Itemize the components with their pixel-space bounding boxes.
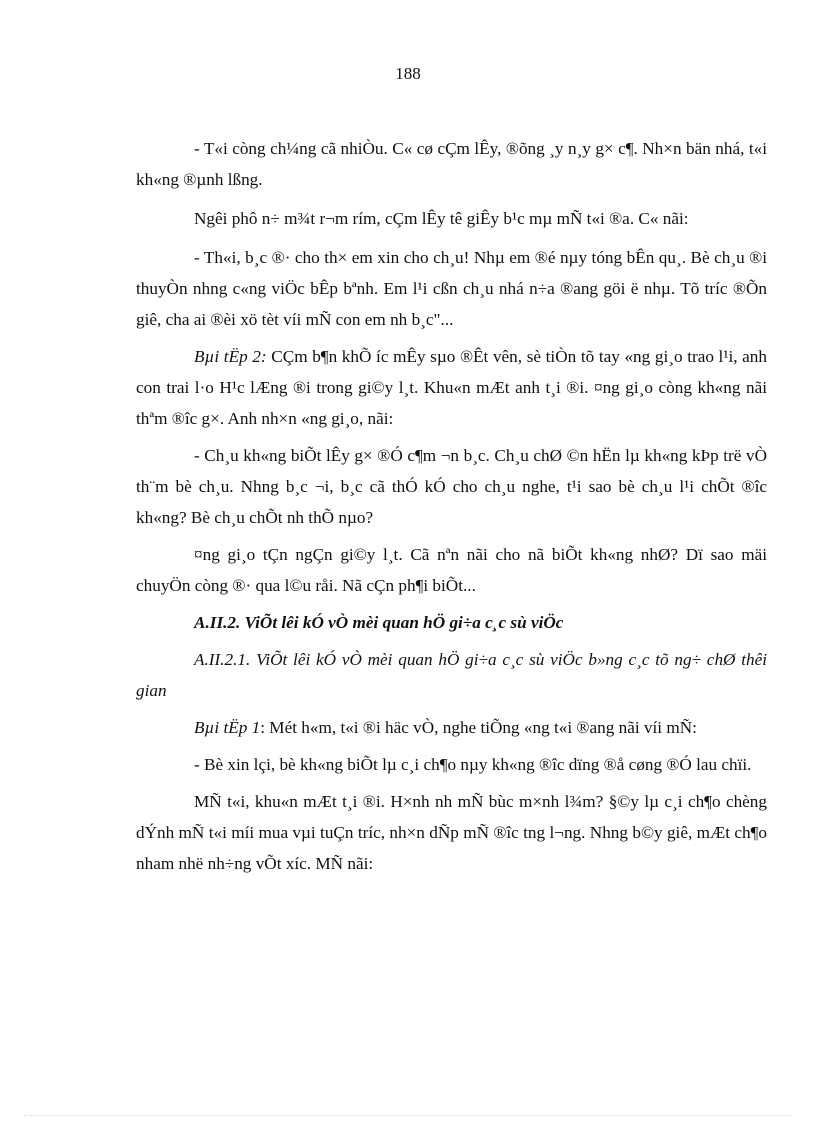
paragraph-1: - T«i còng ch¼ng cã nhiÒu. C« cø cÇm lÊy, ®õng ¸y n¸y g× c¶. Nh×n bän nhá, t«i kh«ng ®µnh lßng. (136, 139, 767, 189)
page-number: 188 (395, 64, 421, 83)
paragraph-8: - Bè xin lçi, bè kh«ng biÕt lµ c¸i ch¶o nµy kh«ng ®îc dïng ®å cøng ®Ó lau chïi. (194, 755, 752, 774)
paragraph-3: - Th«i, b¸c ®· cho th× em xin cho ch¸u! Nhµ em ®é nµy tóng bÊn qu¸. Bè ch¸u ®i thuyÒn nhng c«ng viÖc bÊp bªnh. Em l¹i cßn ch¸u nhá n÷a ®ang göi ë nhµ. Tõ tríc ®Õn giê, cha ai ®èi xö tèt víi mÑ con em nh b¸c"... (136, 248, 767, 329)
paragraph-4-text: CÇm b¶n khÕ íc mÊy sµo ®Êt vên, sè tiÒn tõ tay «ng gi¸o trao l¹i, anh con trai l·o H¹c lÆng ®i trong gi©y l¸t. Khu«n mÆt anh t¸i ®i. ¤ng gi¸o còng kh«ng nãi thªm ®îc g×. Anh nh×n «ng gi¸o, nãi: (136, 347, 767, 428)
exercise-label: Bµi tËp 2: (194, 347, 267, 366)
exercise-label: Bµi tËp 1 (194, 718, 261, 737)
section-heading: A.II.2. ViÕt lêi kÓ vÒ mèi quan hÖ gi÷a c¸c sù viÖc (194, 613, 564, 632)
paragraph-5: - Ch¸u kh«ng biÕt lÊy g× ®Ó c¶m ¬n b¸c. Ch¸u chØ ©n hËn lµ kh«ng kÞp trë vÒ th¨m bè ch¸u. Nhng b¸c ¬i, b¸c cã thÓ kÓ cho ch¸u nghe, t¹i sao bè ch¸u l¹i chÕt ®îc kh«ng? Bè ch¸u chÕt nh thÕ nµo? (136, 446, 767, 527)
paragraph-7-text: : Mét h«m, t«i ®i häc vÒ, nghe tiÕng «ng t«i ®ang nãi víi mÑ: (260, 718, 697, 737)
paragraph-4 (136, 341, 767, 434)
paragraph-9: MÑ t«i, khu«n mÆt t¸i ®i. H×nh nh mÑ bùc m×nh l¾m? §©y lµ c¸i ch¶o chèng dÝnh mÑ t«i míi mua vµi tuÇn tríc, nh×n dÑp mÑ ®îc tng l¬ng. Nhng b©y giê, mÆt ch¶o nham nhë nh÷ng vÕt xíc. MÑ nãi: (136, 792, 767, 873)
paragraph-2: Ngêi phô n÷ m¾t r¬m rím, cÇm lÊy tê giÊy b¹c mµ mÑ t«i ®a. C« nãi: (194, 209, 689, 228)
paragraph-7 (136, 712, 767, 743)
subsection-heading: A.II.2.1. ViÕt lêi kÓ vÒ mèi quan hÖ gi÷a c¸c sù viÖc b»ng c¸c tõ ng÷ chØ thêi gian (136, 650, 767, 700)
paragraph-6: ¤ng gi¸o tÇn ngÇn gi©y l¸t. Cã nªn nãi cho nã biÕt kh«ng nhØ? Dï sao mäi chuyÖn còng ®· qua l©u råi. Nã cÇn ph¶i biÕt... (136, 545, 767, 595)
document-body (136, 133, 767, 879)
page-bottom-divider (24, 1115, 792, 1116)
